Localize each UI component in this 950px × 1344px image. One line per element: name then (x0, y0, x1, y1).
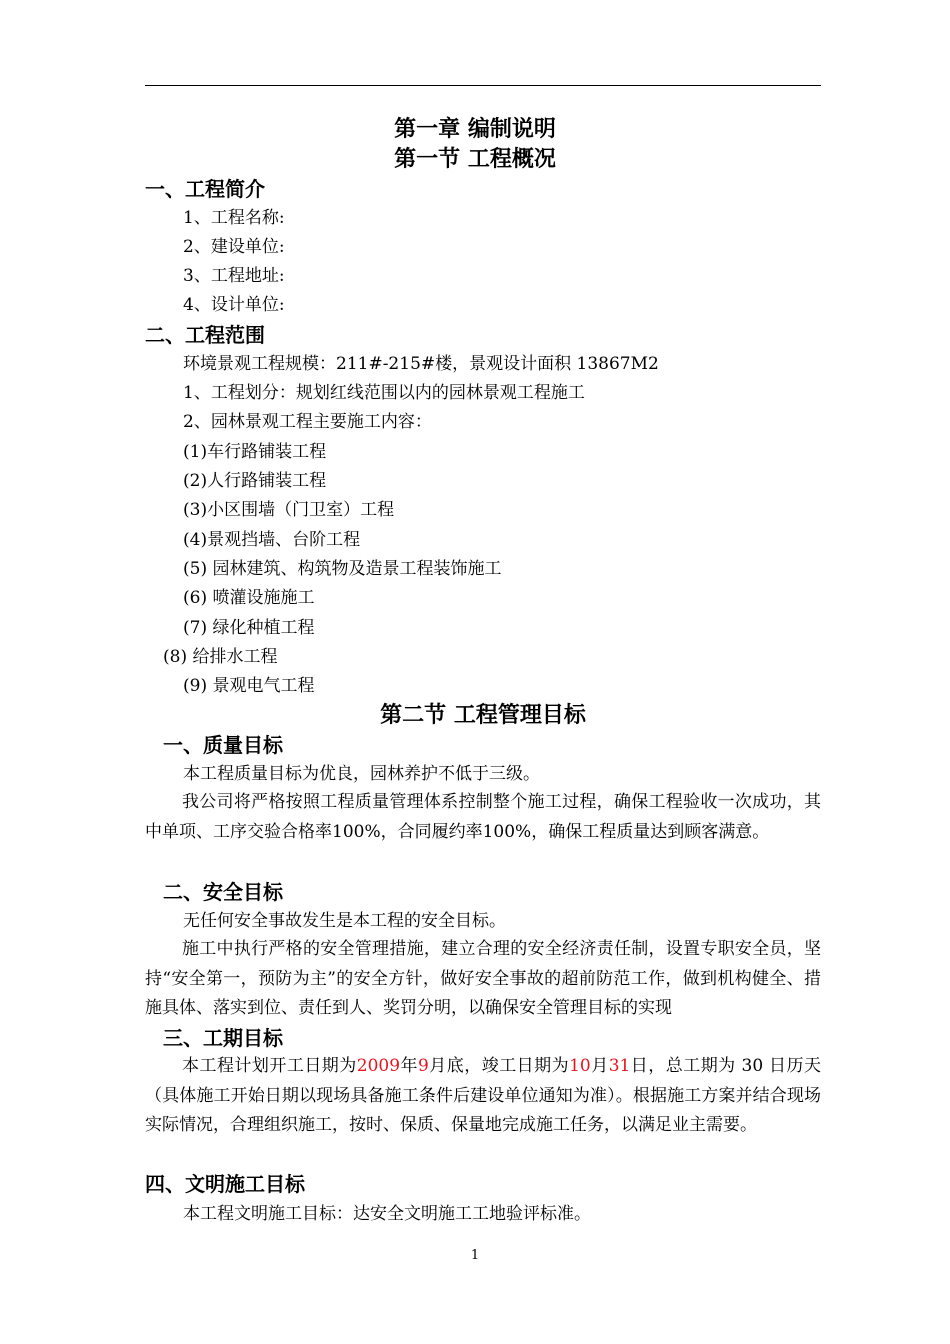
scope-content-intro: 2、园林景观工程主要施工内容： (183, 412, 432, 432)
list-item: 3、工程地址: (183, 266, 285, 286)
list-item: 1、工程名称: (183, 208, 285, 228)
chapter-title: 第一章 编制说明 (394, 117, 556, 142)
list-item: (3)小区围墙（门卫室）工程 (183, 500, 395, 520)
text-run: 月 (590, 1056, 609, 1076)
list-item: (1)车行路铺装工程 (183, 442, 327, 462)
heading-project-intro: 一、工程简介 (145, 177, 265, 201)
list-item: (8) 给排水工程 (163, 647, 278, 667)
text-run: 年 (400, 1056, 418, 1076)
text-run: 本工程计划开工日期为 (182, 1056, 357, 1076)
heading-civilized: 四、文明施工目标 (145, 1172, 305, 1196)
list-item: 2、建设单位: (183, 237, 285, 257)
list-item: 4、设计单位: (183, 295, 285, 315)
heading-schedule: 三、工期目标 (163, 1026, 283, 1050)
end-month: 10 (569, 1056, 591, 1076)
list-item: (7) 绿化种植工程 (183, 618, 315, 638)
list-item: (2)人行路铺装工程 (183, 471, 327, 491)
paragraph: 本工程文明施工目标：达安全文明施工工地验评标准。 (183, 1204, 591, 1224)
text-run: 月底，竣工日期为 (428, 1056, 570, 1076)
scope-division: 1、工程划分：规划红线范围以内的园林景观工程施工 (183, 383, 585, 403)
text-run: 日，总工期为 30 日历天（具体施工开始日期以现场具备施工条件后建设单位通知为准）。根据施工方案并结合现场实际情况，合理组织施工，按时、保质、保量地完成施工任务，以满足业主需要。 (145, 1056, 821, 1135)
paragraph: 无任何安全事故发生是本工程的安全目标。 (183, 911, 506, 931)
list-item: (6) 喷灌设施施工 (183, 588, 315, 608)
header-rule (145, 85, 821, 86)
heading-quality: 一、质量目标 (163, 733, 283, 757)
paragraph: 本工程质量目标为优良，园林养护不低于三级。 (183, 764, 540, 784)
start-year: 2009 (356, 1056, 401, 1076)
scope-scale: 环境景观工程规模：211#-215#楼，景观设计面积 13867M2 (183, 354, 659, 374)
section-title: 第一节 工程概况 (394, 147, 556, 172)
list-item: (4)景观挡墙、台阶工程 (183, 530, 361, 550)
list-item: (5) 园林建筑、构筑物及造景工程装饰施工 (183, 559, 502, 579)
heading-safety: 二、安全目标 (163, 880, 283, 904)
paragraph: 施工中执行严格的安全管理措施，建立合理的安全经济责任制，设置专职安全员，坚持“安全第一，预防为主”的安全方针，做好安全事故的超前防范工作，做到机构健全、措施具体、落实到位、责任到人、奖罚分明，以确保安全管理目标的实现 (145, 939, 821, 1018)
section-title: 第二节 工程管理目标 (380, 703, 586, 728)
paragraph (145, 1052, 821, 1141)
list-item: (9) 景观电气工程 (183, 676, 315, 696)
end-day: 31 (608, 1056, 631, 1076)
paragraph: 我公司将严格按照工程质量管理体系控制整个施工过程，确保工程验收一次成功，其中单项、工序交验合格率100%，合同履约率100%，确保工程质量达到顾客满意。 (145, 792, 821, 842)
start-month: 9 (417, 1056, 429, 1076)
heading-project-scope: 二、工程范围 (145, 323, 265, 347)
page-number: 1 (470, 1248, 480, 1263)
